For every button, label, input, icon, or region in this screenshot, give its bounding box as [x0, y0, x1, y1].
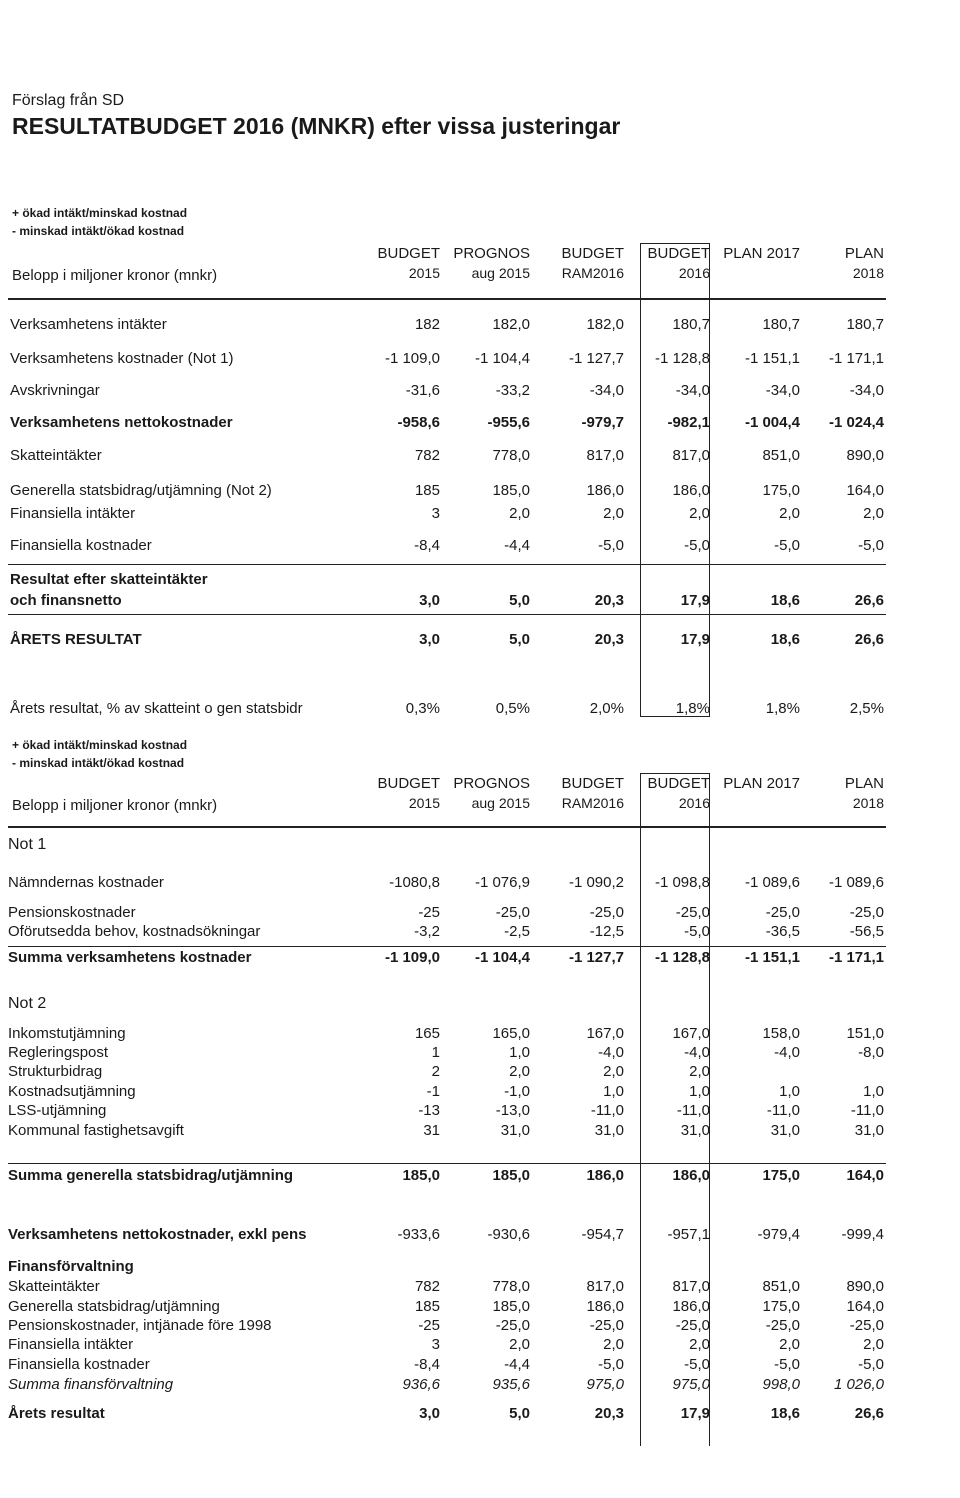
finans-row-3-value-4: -25,0 — [675, 1317, 710, 1334]
main-row-6-value-2: 185,0 — [492, 482, 530, 499]
not1-row-1-label: Nämndernas kostnader — [8, 874, 164, 891]
pct-row-value-2: 0,5% — [495, 700, 530, 717]
pct-row-value-5: 1,8% — [765, 700, 800, 717]
not2-row-1-value-4: 167,0 — [672, 1025, 710, 1042]
main-row-5-value-2: 778,0 — [492, 447, 530, 464]
column-header-6-bottom: 2018 — [852, 265, 884, 281]
not2-row-3-value-3: 2,0 — [603, 1063, 624, 1080]
not1-row-2-value-2: -25,0 — [495, 904, 530, 921]
main-row-1-value-1: 182 — [414, 316, 440, 333]
not2-row-4-value-3: 1,0 — [603, 1083, 624, 1100]
not2-row-1-value-2: 165,0 — [492, 1025, 530, 1042]
not1-sum-value-2: -1 104,4 — [474, 949, 530, 966]
finans-row-4-value-2: 2,0 — [509, 1336, 530, 1353]
finans-row-1-label: Skatteintäkter — [8, 1278, 100, 1295]
finans-sum-value-4: 975,0 — [672, 1376, 710, 1393]
not2-row-1-value-3: 167,0 — [586, 1025, 624, 1042]
main-row-4-value-6: -1 024,4 — [828, 414, 884, 431]
column-header-3-bottom: RAM2016 — [561, 795, 624, 811]
arets-resultat-row-label: ÅRETS RESULTAT — [10, 631, 142, 648]
not2-sum-value-5: 175,0 — [762, 1167, 800, 1184]
arets-resultat-row-value-6: 26,6 — [854, 631, 884, 648]
finans-title: Finansförvaltning — [8, 1258, 134, 1275]
not1-row-1-value-1: -1080,8 — [389, 874, 440, 891]
main-row-2-value-5: -1 151,1 — [744, 350, 800, 367]
finans-row-4-value-4: 2,0 — [689, 1336, 710, 1353]
page-title: RESULTATBUDGET 2016 (MNKR) efter vissa justeringar — [12, 113, 621, 139]
not2-row-2-value-4: -4,0 — [684, 1044, 710, 1061]
finans-sum-value-2: 935,6 — [492, 1376, 530, 1393]
not1-title: Not 1 — [8, 836, 47, 853]
final-result-row-label: Årets resultat — [8, 1405, 105, 1422]
final-result-row-value-2: 5,0 — [509, 1405, 530, 1422]
arets-resultat-row-value-4: 17,9 — [680, 631, 710, 648]
main-row-8-value-4: -5,0 — [684, 537, 710, 554]
not1-row-1-value-5: -1 089,6 — [744, 874, 800, 891]
not1-row-3-value-5: -36,5 — [765, 923, 800, 940]
column-header-1-bottom: 2015 — [408, 265, 440, 281]
not1-row-3-label: Oförutsedda behov, kostnadsökningar — [8, 923, 261, 940]
pct-row-value-4: 1,8% — [675, 700, 710, 717]
not2-row-1-label: Inkomstutjämning — [8, 1025, 126, 1042]
arets-resultat-row-value-2: 5,0 — [509, 631, 530, 648]
legend-plus: + ökad intäkt/minskad kostnad — [12, 206, 188, 220]
main-row-8-value-2: -4,4 — [504, 537, 530, 554]
not2-sum-value-6: 164,0 — [846, 1167, 884, 1184]
not2-row-6-value-4: 31,0 — [680, 1122, 710, 1139]
not2-sum-value-1: 185,0 — [402, 1167, 440, 1184]
not1-row-2-value-4: -25,0 — [675, 904, 710, 921]
main-row-3-value-6: -34,0 — [849, 382, 884, 399]
not2-row-5-value-2: -13,0 — [495, 1102, 530, 1119]
main-row-4-label: Verksamhetens nettokostnader — [10, 414, 233, 431]
result-row-value-1: 3,0 — [419, 592, 440, 609]
not1-row-2-value-1: -25 — [418, 904, 440, 921]
not2-row-4-value-6: 1,0 — [863, 1083, 884, 1100]
column-header-4-top: BUDGET — [647, 775, 710, 792]
finans-sum-value-5: 998,0 — [762, 1376, 800, 1393]
not1-row-2-value-6: -25,0 — [849, 904, 884, 921]
pct-row-value-6: 2,5% — [849, 700, 884, 717]
not1-row-1-value-6: -1 089,6 — [828, 874, 884, 891]
main-row-3-value-3: -34,0 — [589, 382, 624, 399]
not1-row-2-label: Pensionskostnader — [8, 904, 136, 921]
main-row-3-value-2: -33,2 — [495, 382, 530, 399]
main-row-7-value-6: 2,0 — [863, 505, 884, 522]
finans-sum-value-3: 975,0 — [586, 1376, 624, 1393]
not2-row-5-value-6: -11,0 — [850, 1102, 884, 1119]
column-header-2-top: PROGNOS — [453, 245, 530, 262]
main-row-7-label: Finansiella intäkter — [10, 505, 136, 522]
main-row-4-value-4: -982,1 — [667, 414, 710, 431]
not1-row-3-value-4: -5,0 — [684, 923, 710, 940]
arets-resultat-row-value-3: 20,3 — [594, 631, 624, 648]
not2-row-4-value-2: -1,0 — [504, 1083, 530, 1100]
main-row-5-value-3: 817,0 — [586, 447, 624, 464]
finans-row-2-label: Generella statsbidrag/utjämning — [8, 1298, 220, 1315]
not2-row-2-label: Regleringspost — [8, 1044, 109, 1061]
finans-sum-label: Summa finansförvaltning — [8, 1376, 174, 1393]
finans-row-4-value-5: 2,0 — [779, 1336, 800, 1353]
finans-row-4-value-3: 2,0 — [603, 1336, 624, 1353]
not2-row-5-value-4: -11,0 — [676, 1102, 710, 1119]
not2-row-1-value-5: 158,0 — [762, 1025, 800, 1042]
finans-row-3-value-1: -25 — [418, 1317, 440, 1334]
arets-resultat-row-value-1: 3,0 — [419, 631, 440, 648]
main-row-4-value-1: -958,6 — [397, 414, 440, 431]
result-row-value-4: 17,9 — [680, 592, 710, 609]
finans-row-5-value-1: -8,4 — [414, 1356, 440, 1373]
netto-exkl-row-value-4: -957,1 — [667, 1226, 710, 1243]
main-row-4-value-3: -979,7 — [581, 414, 624, 431]
main-row-7-value-5: 2,0 — [779, 505, 800, 522]
main-row-6-value-5: 175,0 — [762, 482, 800, 499]
not1-row-3-value-2: -2,5 — [504, 923, 530, 940]
main-row-2-value-1: -1 109,0 — [384, 350, 440, 367]
source-note: Förslag från SD — [12, 92, 125, 109]
main-row-8-value-5: -5,0 — [774, 537, 800, 554]
column-header-5-top: PLAN 2017 — [723, 775, 800, 792]
column-header-2-top: PROGNOS — [453, 775, 530, 792]
final-result-row-value-1: 3,0 — [419, 1405, 440, 1422]
column-header-6-top: PLAN — [844, 245, 884, 262]
final-result-row-value-6: 26,6 — [854, 1405, 884, 1422]
finans-row-3-value-5: -25,0 — [765, 1317, 800, 1334]
legend-minus-2: - minskad intäkt/ökad kostnad — [12, 756, 185, 770]
not1-sum-value-3: -1 127,7 — [568, 949, 624, 966]
result-row-value-5: 18,6 — [770, 592, 800, 609]
finans-row-3-value-6: -25,0 — [849, 1317, 884, 1334]
not1-row-3-value-6: -56,5 — [849, 923, 884, 940]
not1-row-2-value-5: -25,0 — [765, 904, 800, 921]
pct-row-value-3: 2,0% — [589, 700, 624, 717]
finans-row-1-value-5: 851,0 — [762, 1278, 800, 1295]
main-row-3-value-1: -31,6 — [405, 382, 440, 399]
netto-exkl-row-value-5: -979,4 — [757, 1226, 800, 1243]
finans-row-2-value-5: 175,0 — [762, 1298, 800, 1315]
main-row-5-value-1: 782 — [414, 447, 440, 464]
not2-sum-divider — [8, 1163, 886, 1164]
not1-sum-label: Summa verksamhetens kostnader — [8, 949, 252, 966]
not2-row-2-value-6: -8,0 — [858, 1044, 884, 1061]
column-header-1-top: BUDGET — [377, 245, 440, 262]
not2-sum-value-4: 186,0 — [672, 1167, 710, 1184]
result-row-value-6: 26,6 — [854, 592, 884, 609]
header-divider — [8, 298, 886, 300]
main-row-6-value-1: 185 — [414, 482, 440, 499]
finans-row-5-value-2: -4,4 — [504, 1356, 530, 1373]
netto-exkl-row-label: Verksamhetens nettokostnader, exkl pens — [8, 1226, 307, 1243]
not2-sum-value-2: 185,0 — [492, 1167, 530, 1184]
main-row-7-value-2: 2,0 — [509, 505, 530, 522]
main-row-2-value-4: -1 128,8 — [654, 350, 710, 367]
not2-row-4-label: Kostnadsutjämning — [8, 1083, 136, 1100]
not1-row-1-value-2: -1 076,9 — [474, 874, 530, 891]
finans-row-2-value-3: 186,0 — [586, 1298, 624, 1315]
netto-exkl-row-value-2: -930,6 — [487, 1226, 530, 1243]
main-row-6-value-4: 186,0 — [672, 482, 710, 499]
column-header-5-top: PLAN 2017 — [723, 245, 800, 262]
not1-row-1-value-3: -1 090,2 — [568, 874, 624, 891]
finans-row-3-label: Pensionskostnader, intjänade före 1998 — [8, 1317, 272, 1334]
main-row-4-value-5: -1 004,4 — [744, 414, 800, 431]
netto-exkl-row-value-1: -933,6 — [397, 1226, 440, 1243]
column-header-4-top: BUDGET — [647, 245, 710, 262]
main-row-6-value-6: 164,0 — [846, 482, 884, 499]
not2-row-5-value-3: -11,0 — [590, 1102, 624, 1119]
header-divider-2 — [8, 826, 886, 828]
finans-row-5-value-5: -5,0 — [774, 1356, 800, 1373]
not2-row-1-value-1: 165 — [414, 1025, 440, 1042]
not2-row-3-value-1: 2 — [431, 1063, 440, 1080]
pct-row-value-1: 0,3% — [405, 700, 440, 717]
main-row-3-label: Avskrivningar — [10, 382, 100, 399]
finans-row-2-value-1: 185 — [414, 1298, 440, 1315]
not2-row-6-value-3: 31,0 — [594, 1122, 624, 1139]
result-label-1: Resultat efter skatteintäkter — [10, 571, 208, 588]
main-row-7-value-4: 2,0 — [689, 505, 710, 522]
not2-row-6-label: Kommunal fastighetsavgift — [8, 1122, 184, 1139]
not2-row-1-value-6: 151,0 — [846, 1025, 884, 1042]
not1-row-3-value-1: -3,2 — [414, 923, 440, 940]
finans-row-1-value-3: 817,0 — [586, 1278, 624, 1295]
main-row-2-value-6: -1 171,1 — [828, 350, 884, 367]
legend-minus: - minskad intäkt/ökad kostnad — [12, 224, 185, 238]
amount-unit-label: Belopp i miljoner kronor (mnkr) — [12, 797, 218, 814]
not1-row-1-value-4: -1 098,8 — [654, 874, 710, 891]
not2-row-2-value-3: -4,0 — [598, 1044, 624, 1061]
main-row-8-value-6: -5,0 — [858, 537, 884, 554]
result-row-value-3: 20,3 — [594, 592, 624, 609]
finans-sum-value-1: 936,6 — [402, 1376, 440, 1393]
main-row-8-label: Finansiella kostnader — [10, 537, 152, 554]
not1-sum-value-6: -1 171,1 — [828, 949, 884, 966]
final-result-row-value-4: 17,9 — [680, 1405, 710, 1422]
not2-title: Not 2 — [8, 995, 47, 1012]
main-row-5-value-5: 851,0 — [762, 447, 800, 464]
main-row-3-value-4: -34,0 — [675, 382, 710, 399]
column-header-3-top: BUDGET — [561, 775, 624, 792]
finans-row-2-value-2: 185,0 — [492, 1298, 530, 1315]
finans-row-4-value-6: 2,0 — [863, 1336, 884, 1353]
not1-sum-value-4: -1 128,8 — [654, 949, 710, 966]
final-result-row-value-3: 20,3 — [594, 1405, 624, 1422]
amount-unit-label: Belopp i miljoner kronor (mnkr) — [12, 267, 218, 284]
main-row-2-value-3: -1 127,7 — [568, 350, 624, 367]
finans-row-4-value-1: 3 — [431, 1336, 440, 1353]
column-header-4-bottom: 2016 — [678, 265, 710, 281]
main-row-1-value-6: 180,7 — [846, 316, 884, 333]
pct-row-label: Årets resultat, % av skatteint o gen statsbidr — [10, 700, 303, 717]
main-row-1-label: Verksamhetens intäkter — [10, 316, 167, 333]
finans-row-5-value-3: -5,0 — [598, 1356, 624, 1373]
legend-plus-2: + ökad intäkt/minskad kostnad — [12, 738, 188, 752]
not1-sum-value-5: -1 151,1 — [744, 949, 800, 966]
not2-row-2-value-1: 1 — [431, 1044, 440, 1061]
finans-sum-value-6: 1 026,0 — [833, 1376, 884, 1393]
finans-divider — [8, 564, 886, 565]
main-row-1-value-5: 180,7 — [762, 316, 800, 333]
not2-row-5-value-5: -11,0 — [766, 1102, 800, 1119]
not2-row-6-value-2: 31,0 — [500, 1122, 530, 1139]
not2-row-6-value-6: 31,0 — [854, 1122, 884, 1139]
column-header-3-bottom: RAM2016 — [561, 265, 624, 281]
main-row-8-value-1: -8,4 — [414, 537, 440, 554]
finans-row-5-value-6: -5,0 — [858, 1356, 884, 1373]
not2-row-4-value-4: 1,0 — [689, 1083, 710, 1100]
not2-row-5-label: LSS-utjämning — [8, 1102, 107, 1119]
finans-row-3-value-2: -25,0 — [495, 1317, 530, 1334]
column-header-2-bottom: aug 2015 — [471, 795, 530, 811]
main-row-7-value-1: 3 — [431, 505, 440, 522]
not2-row-5-value-1: -13 — [418, 1102, 440, 1119]
main-row-6-value-3: 186,0 — [586, 482, 624, 499]
main-row-2-value-2: -1 104,4 — [474, 350, 530, 367]
main-row-5-label: Skatteintäkter — [10, 447, 102, 464]
finans-row-1-value-2: 778,0 — [492, 1278, 530, 1295]
result-row-value-2: 5,0 — [509, 592, 530, 609]
main-row-5-value-4: 817,0 — [672, 447, 710, 464]
column-header-1-bottom: 2015 — [408, 795, 440, 811]
not2-sum-value-3: 186,0 — [586, 1167, 624, 1184]
main-row-7-value-3: 2,0 — [603, 505, 624, 522]
not2-row-2-value-5: -4,0 — [774, 1044, 800, 1061]
not2-sum-label: Summa generella statsbidrag/utjämning — [8, 1167, 294, 1184]
finans-row-1-value-1: 782 — [414, 1278, 440, 1295]
finans-row-5-value-4: -5,0 — [684, 1356, 710, 1373]
netto-exkl-row-value-6: -999,4 — [841, 1226, 884, 1243]
column-header-6-bottom: 2018 — [852, 795, 884, 811]
column-header-1-top: BUDGET — [377, 775, 440, 792]
not2-row-6-value-5: 31,0 — [770, 1122, 800, 1139]
finans-row-3-value-3: -25,0 — [589, 1317, 624, 1334]
finans-row-1-value-6: 890,0 — [846, 1278, 884, 1295]
not2-row-4-value-5: 1,0 — [779, 1083, 800, 1100]
not1-row-3-value-3: -12,5 — [589, 923, 624, 940]
not2-row-4-value-1: -1 — [426, 1083, 440, 1100]
not2-row-2-value-2: 1,0 — [509, 1044, 530, 1061]
finans-row-5-label: Finansiella kostnader — [8, 1356, 150, 1373]
main-row-2-label: Verksamhetens kostnader (Not 1) — [10, 350, 234, 367]
column-header-2-bottom: aug 2015 — [471, 265, 530, 281]
not2-row-3-value-2: 2,0 — [509, 1063, 530, 1080]
not2-row-3-value-4: 2,0 — [689, 1063, 710, 1080]
finans-row-2-value-4: 186,0 — [672, 1298, 710, 1315]
main-row-8-value-3: -5,0 — [598, 537, 624, 554]
main-row-1-value-2: 182,0 — [492, 316, 530, 333]
netto-exkl-row-value-3: -954,7 — [581, 1226, 624, 1243]
main-row-3-value-5: -34,0 — [765, 382, 800, 399]
main-row-5-value-6: 890,0 — [846, 447, 884, 464]
arets-resultat-row-value-5: 18,6 — [770, 631, 800, 648]
column-header-6-top: PLAN — [844, 775, 884, 792]
result-divider — [8, 614, 886, 615]
main-row-4-value-2: -955,6 — [487, 414, 530, 431]
column-header-4-bottom: 2016 — [678, 795, 710, 811]
not1-sum-divider — [8, 946, 886, 947]
main-row-1-value-4: 180,7 — [672, 316, 710, 333]
final-result-row-value-5: 18,6 — [770, 1405, 800, 1422]
column-header-3-top: BUDGET — [561, 245, 624, 262]
main-row-1-value-3: 182,0 — [586, 316, 624, 333]
main-row-6-label: Generella statsbidrag/utjämning (Not 2) — [10, 482, 272, 499]
not2-row-6-value-1: 31 — [423, 1122, 440, 1139]
finans-row-2-value-6: 164,0 — [846, 1298, 884, 1315]
result-row-label: och finansnetto — [10, 592, 122, 609]
not1-row-2-value-3: -25,0 — [589, 904, 624, 921]
not1-sum-value-1: -1 109,0 — [384, 949, 440, 966]
not2-row-3-label: Strukturbidrag — [8, 1063, 103, 1080]
finans-row-1-value-4: 817,0 — [672, 1278, 710, 1295]
finans-row-4-label: Finansiella intäkter — [8, 1336, 134, 1353]
